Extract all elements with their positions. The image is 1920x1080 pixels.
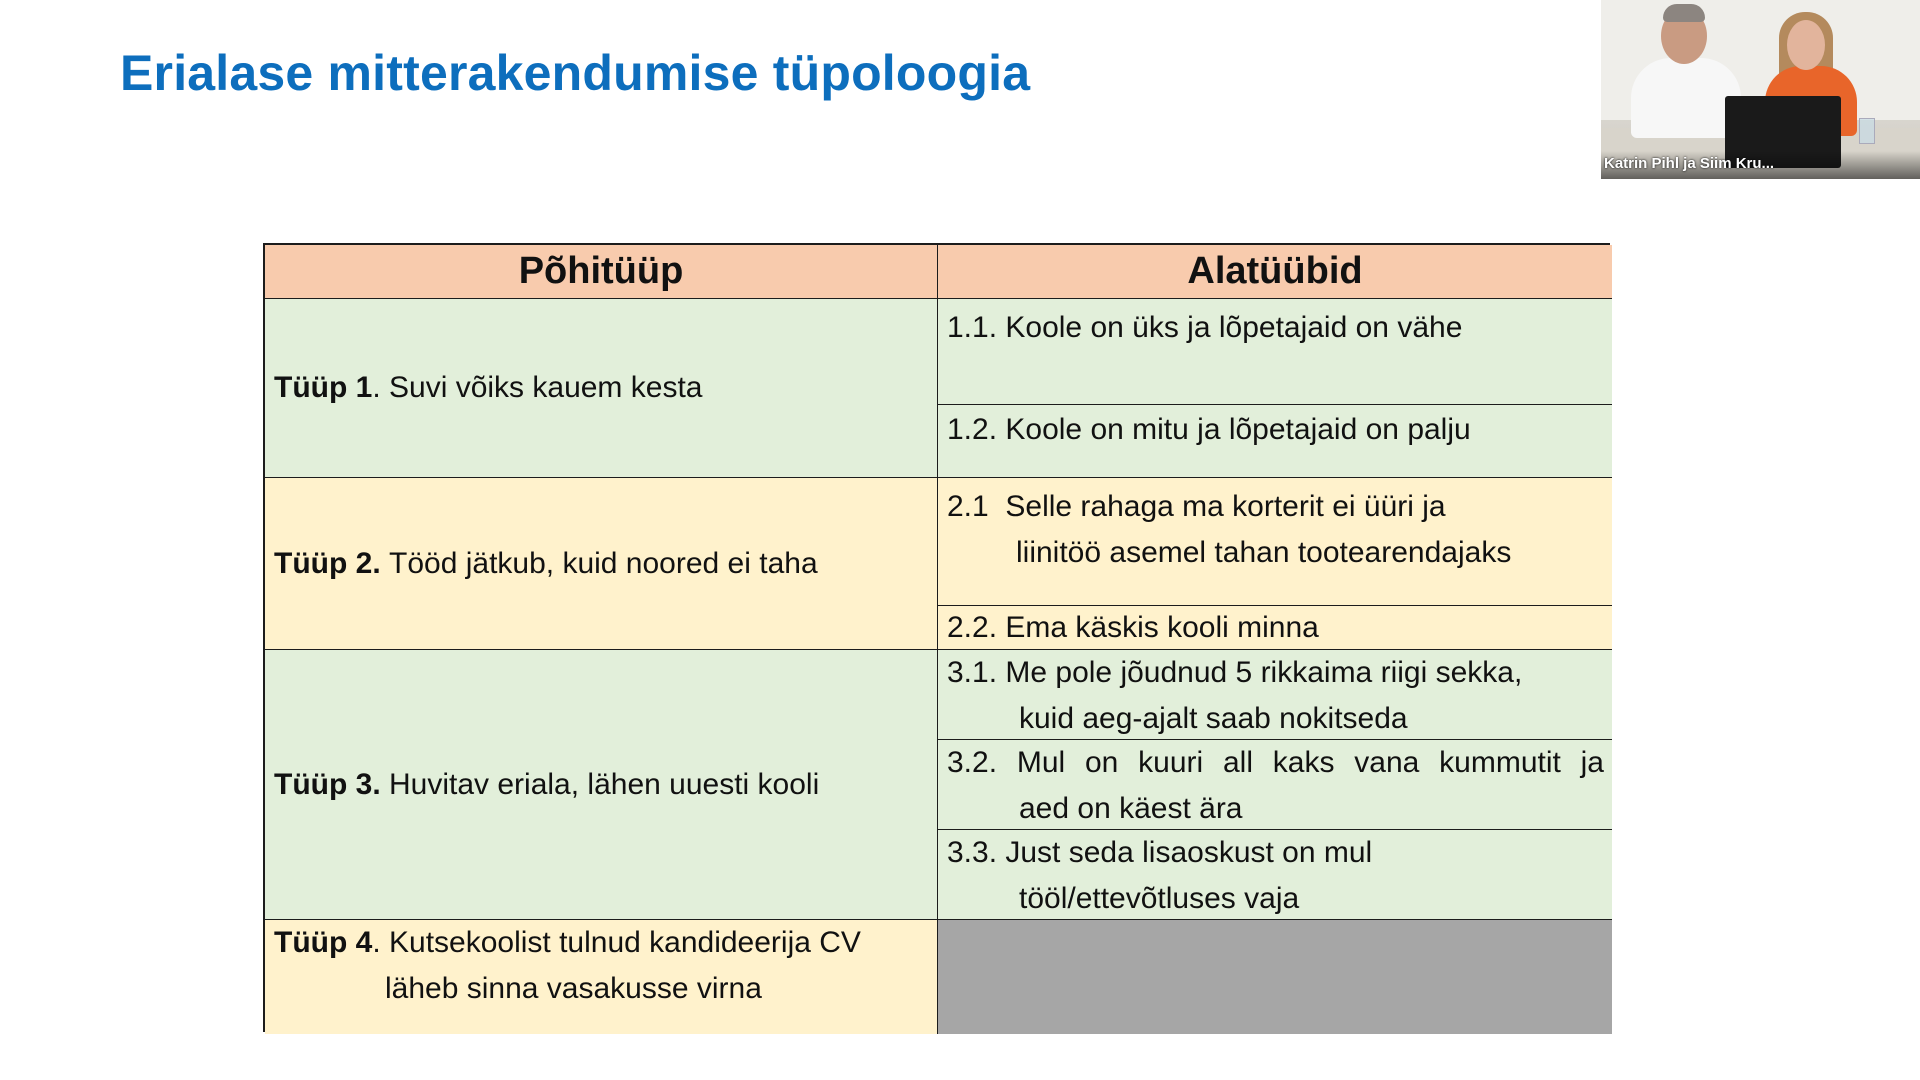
type-4-cell	[265, 920, 938, 1034]
subtype-3-1-line2: kuid aeg-ajalt saab nokitseda	[1019, 702, 1408, 735]
type-4-text: Kutsekoolist tulnud kandideerija CV	[389, 926, 861, 959]
type-3-separator	[381, 768, 389, 802]
slide-title: Erialase mitterakendumise tüpoloogia	[120, 45, 1031, 101]
subtype-3-3-cell	[938, 830, 1612, 920]
type-3-label: Tüüp 3.	[274, 767, 381, 801]
type-4-empty-subtype-cell	[938, 920, 1612, 1034]
type-4-text-line2: läheb sinna vasakusse virna	[385, 972, 762, 1005]
subtype-2-2-cell	[938, 606, 1612, 650]
webcam-video-tile[interactable]	[1601, 0, 1920, 179]
type-1-label: Tüüp 1	[274, 371, 373, 404]
header-alatuubid: Alatüübid	[938, 245, 1612, 299]
type-1-separator: .	[372, 371, 389, 404]
presenter-2-head	[1787, 20, 1825, 70]
subtype-1-1-cell	[938, 299, 1612, 405]
subtype-3-2-line2: aed on käest ära	[1019, 792, 1243, 825]
typology-table	[263, 243, 1610, 1032]
subtype-2-1-line2: liinitöö asemel tahan tootearendajaks	[1016, 536, 1512, 569]
type-1-text: Suvi võiks kauem kesta	[389, 371, 703, 404]
subtype-2-2-text: 2.2. Ema käskis kooli minna	[947, 611, 1319, 644]
type-1-cell	[265, 299, 938, 478]
subtype-2-1-cell	[938, 478, 1612, 606]
type-2-cell	[265, 478, 938, 650]
water-glass	[1859, 118, 1875, 144]
subtype-2-1-line1: 2.1 Selle rahaga ma korterit ei üüri ja	[947, 490, 1446, 523]
presenter-1-hair	[1663, 4, 1705, 22]
subtype-3-2-line1: 3.2. Mul on kuuri all kaks vana kummutit ja	[947, 746, 1604, 779]
subtype-3-3-line1: 3.3. Just seda lisaoskust on mul	[947, 836, 1373, 869]
subtype-3-1-line1: 3.1. Me pole jõudnud 5 rikkaima riigi sekka,	[947, 656, 1523, 689]
type-4-separator: .	[372, 926, 389, 959]
webcam-caption-bar	[1601, 151, 1920, 179]
participant-name: Katrin Pihl ja Siim Kru...	[1604, 155, 1775, 172]
type-2-separator	[381, 547, 389, 581]
type-3-cell	[265, 650, 938, 920]
header-pohituup: Põhitüüp	[265, 245, 938, 299]
type-2-text: Tööd jätkub, kuid noored ei taha	[389, 546, 818, 580]
subtype-3-1-cell	[938, 650, 1612, 740]
type-2-label: Tüüp 2.	[274, 546, 381, 580]
subtype-1-2-text: 1.2. Koole on mitu ja lõpetajaid on palju	[947, 413, 1471, 446]
subtype-3-3-line2: tööl/ettevõtluses vaja	[1019, 882, 1300, 915]
subtype-1-2-cell	[938, 405, 1612, 478]
subtype-3-2-cell	[938, 740, 1612, 830]
subtype-1-1-text: 1.1. Koole on üks ja lõpetajaid on vähe	[947, 311, 1463, 344]
type-3-text: Huvitav eriala, lähen uuesti kooli	[389, 767, 820, 801]
type-4-label: Tüüp 4	[274, 926, 373, 959]
